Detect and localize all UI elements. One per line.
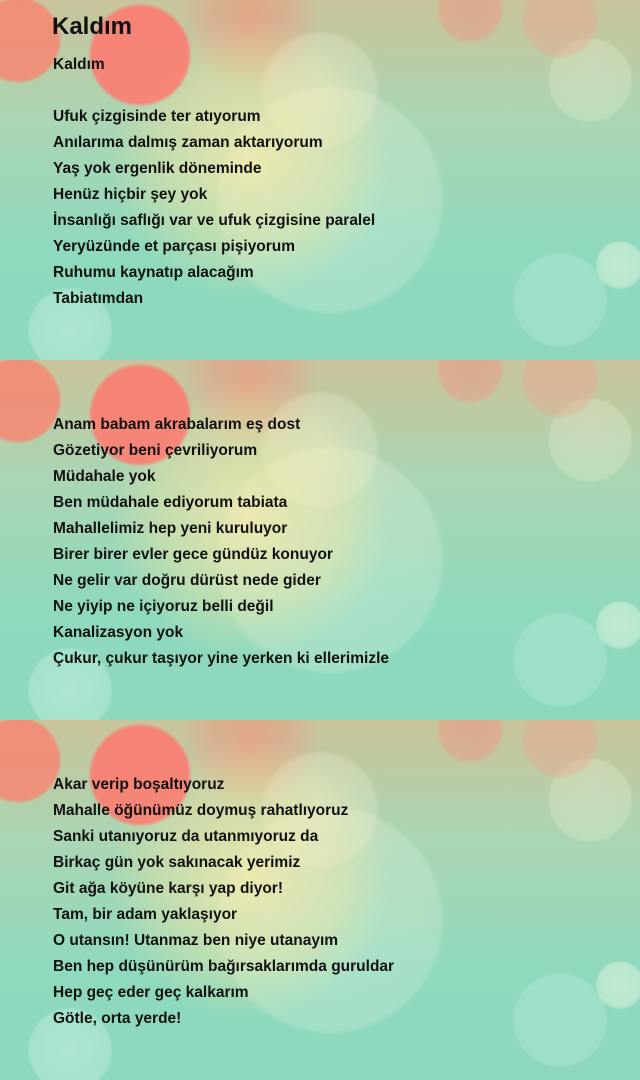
poem-line: Ufuk çizgisinde ter atıyorum xyxy=(53,108,261,125)
poem-panel-3 xyxy=(0,720,640,1080)
poem-line: Götle, orta yerde! xyxy=(53,1010,182,1027)
poem-line: Müdahale yok xyxy=(53,468,156,485)
poem-line: Ben müdahale ediyorum tabiata xyxy=(53,494,288,511)
poem-line: İnsanlığı saflığı var ve ufuk çizgisine paralel xyxy=(53,212,376,229)
poem-line: Tabiatımdan xyxy=(53,290,144,307)
poem-line: Mahallelimiz hep yeni kuruluyor xyxy=(53,520,288,537)
poem-panel-2 xyxy=(0,360,640,720)
poem-line: Ruhumu kaynatıp alacağım xyxy=(53,264,254,281)
poem-line: Yeryüzünde et parçası pişiyorum xyxy=(53,238,296,255)
poem-line: Anılarıma dalmış zaman aktarıyorum xyxy=(53,134,323,151)
poem-line: Ne yiyip ne içiyoruz belli değil xyxy=(53,598,274,615)
poem-line: Anam babam akrabalarım eş dost xyxy=(53,416,301,433)
poem-line: Kanalizasyon yok xyxy=(53,624,184,641)
poem-line: Hep geç eder geç kalkarım xyxy=(53,984,249,1001)
poem-line: Mahalle öğünümüz doymuş rahatlıyoruz xyxy=(53,802,349,819)
poem-title: Kaldım xyxy=(52,13,133,40)
poem-line: Birer birer evler gece gündüz konuyor xyxy=(53,546,333,563)
poem-line: Çukur, çukur taşıyor yine yerken ki ellerimizle xyxy=(53,650,389,667)
poem-line: Git ağa köyüne karşı yap diyor! xyxy=(53,880,283,897)
poem-line: Akar verip boşaltıyoruz xyxy=(53,776,225,793)
poem-line: Gözetiyor beni çevriliyorum xyxy=(53,442,258,459)
poem-line: Tam, bir adam yaklaşıyor xyxy=(53,906,238,923)
poem-line: Henüz hiçbir şey yok xyxy=(53,186,208,203)
poem-line: O utansın! Utanmaz ben niye utanayım xyxy=(53,932,339,949)
poem-panel-1 xyxy=(0,0,640,360)
poem-line: Yaş yok ergenlik döneminde xyxy=(53,160,262,177)
poem-line: Birkaç gün yok sakınacak yerimiz xyxy=(53,854,301,871)
poem-line: Ben hep düşünürüm bağırsaklarımda guruldar xyxy=(53,958,395,975)
poem-line: Ne gelir var doğru dürüst nede gider xyxy=(53,572,321,589)
poem-line: Sanki utanıyoruz da utanmıyoruz da xyxy=(53,828,319,845)
poem-subtitle: Kaldım xyxy=(53,56,105,73)
